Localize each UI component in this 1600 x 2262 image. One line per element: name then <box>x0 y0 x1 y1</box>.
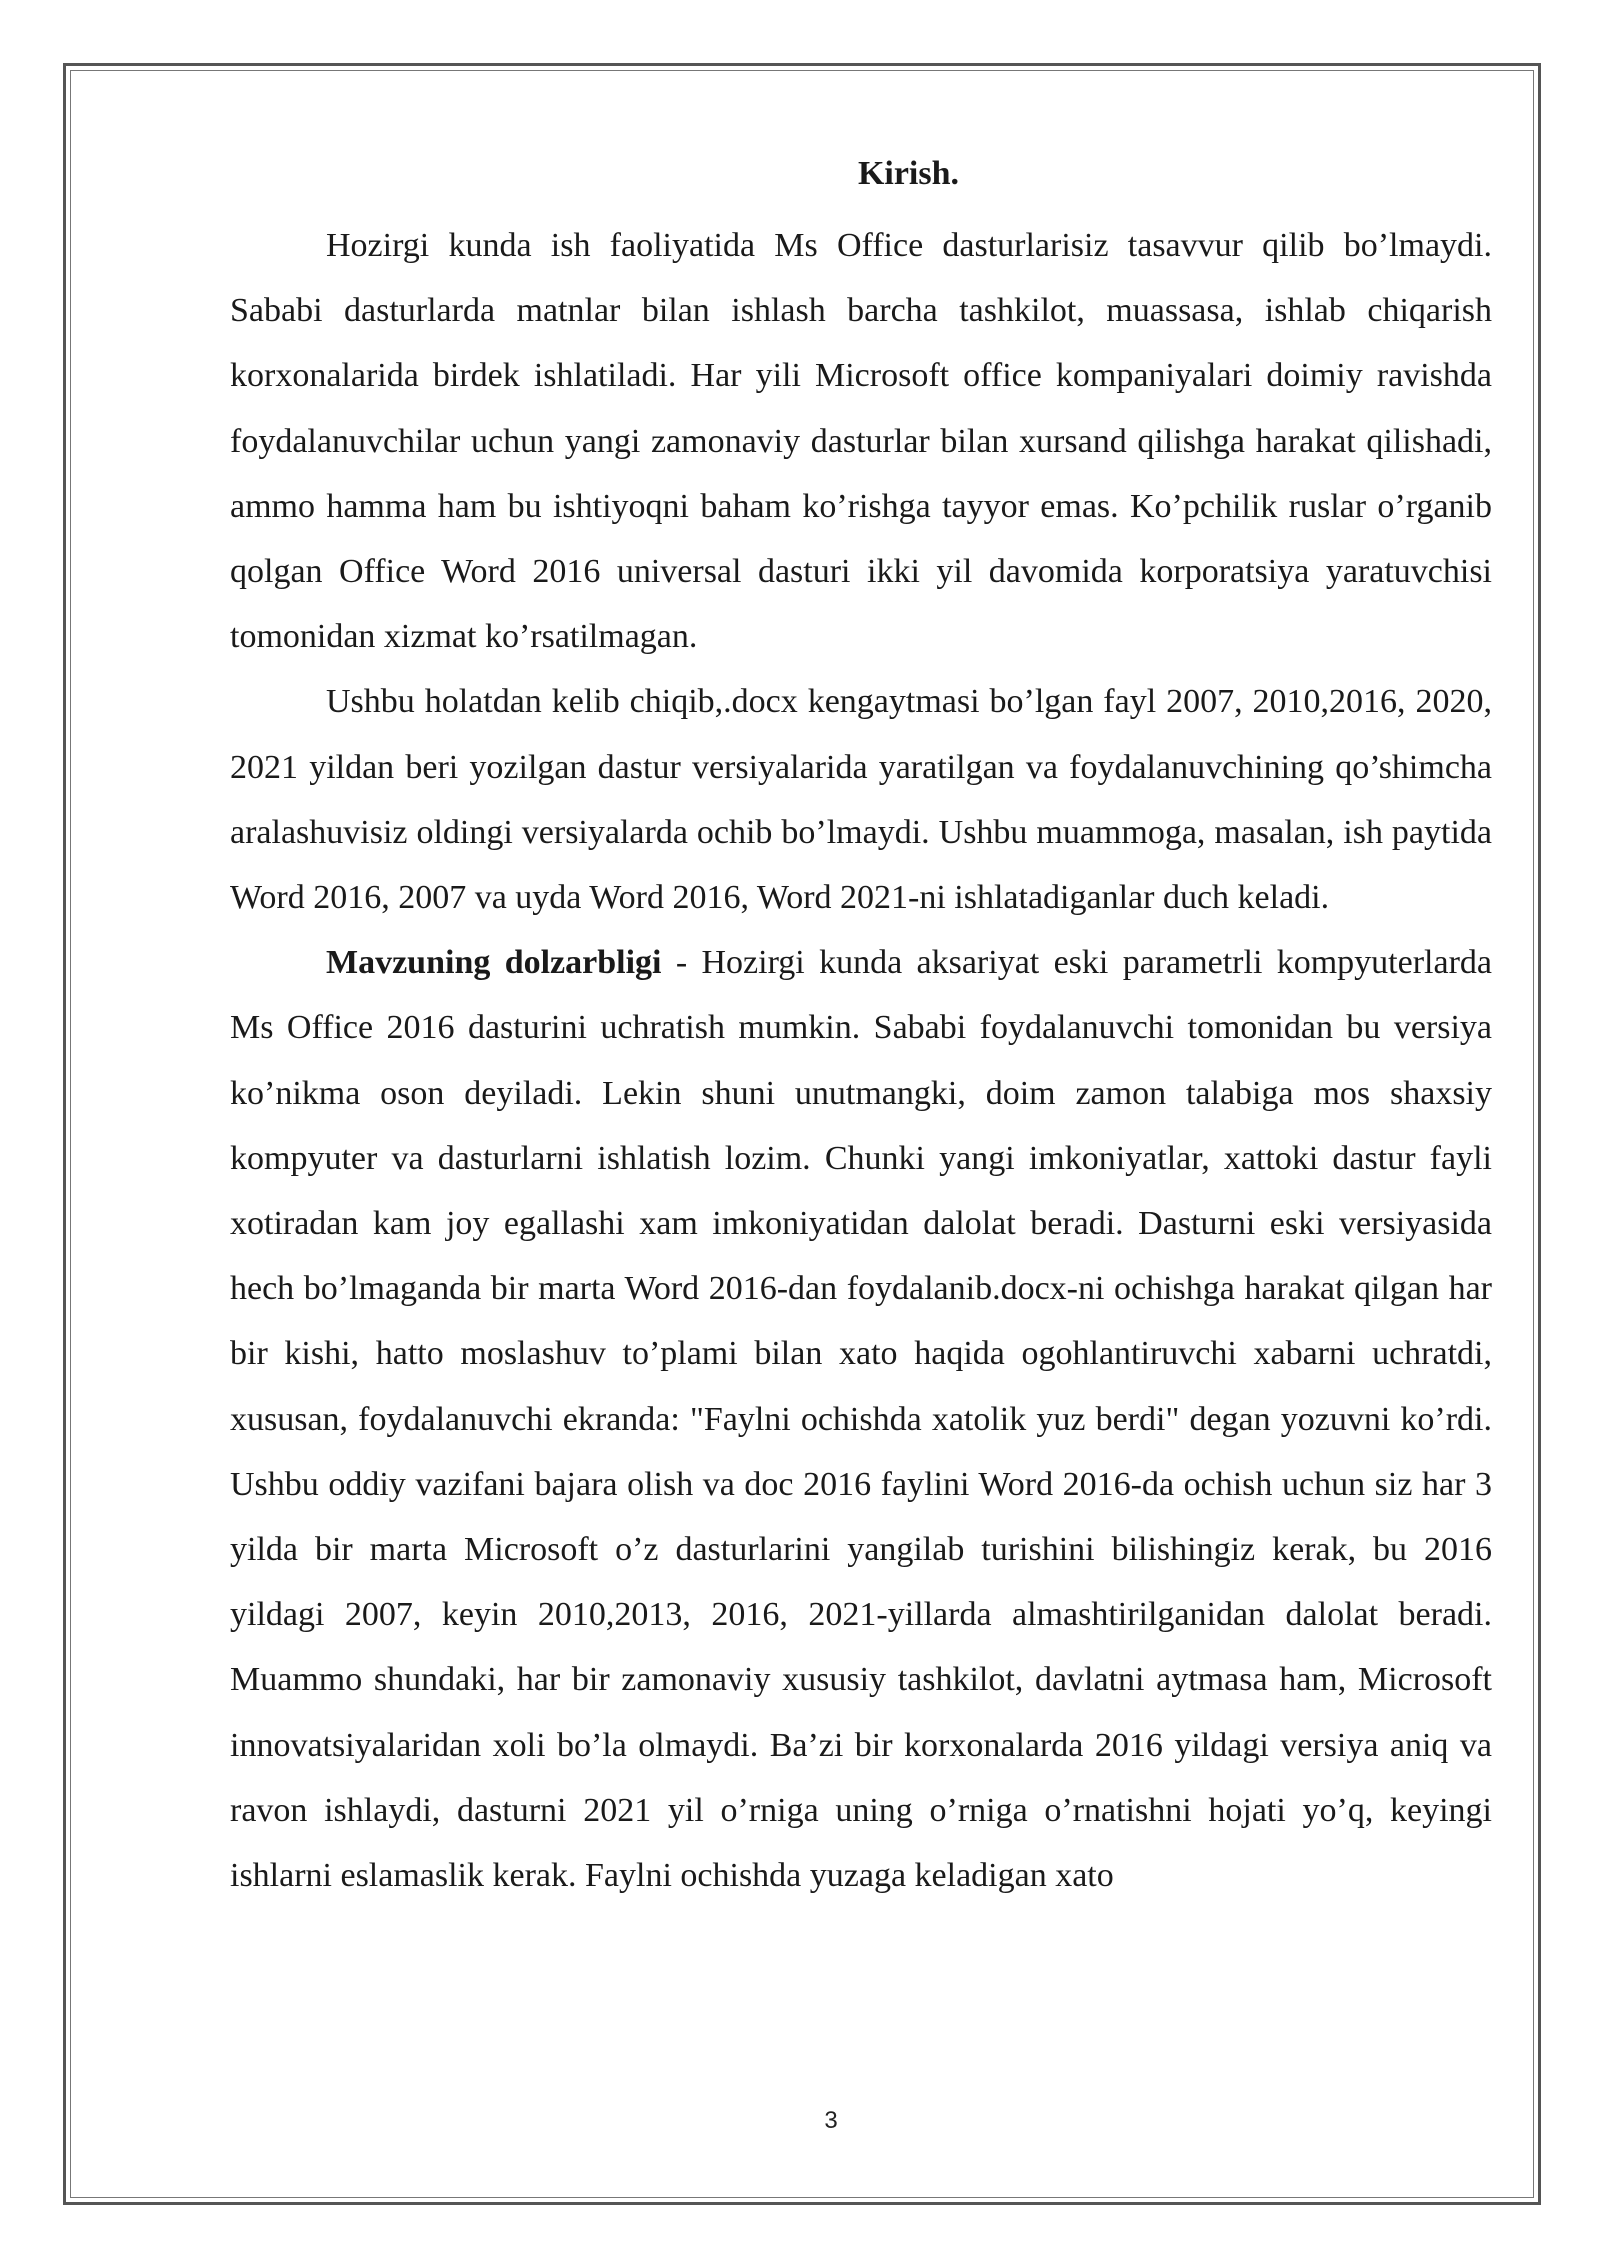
section-title: Kirish. <box>857 155 960 192</box>
document-body <box>230 148 1492 1908</box>
paragraph-docx-compat <box>230 669 1492 930</box>
paragraph-bold-lead: Mavzuning dolzarbligi <box>326 944 662 982</box>
paragraph-text: - Hozirgi kunda aksariyat eski parametrli kompyuterlarda Ms Office 2016 dasturini uchratish mumkin. Sababi foydalanuvchi tomonidan bu versiya ko’nikma oson deyiladi. Lekin shuni unutmangki, doim zamon talabiga mos shaxsiy kompyuter va dasturlarni ishlatish lozim. Chunki yangi imkoniyatlar, xattoki dastur fayli xotiradan kam joy egallashi xam imkoniyatidan dalolat beradi. Dasturni eski versiyasida hech bo’lmaganda bir marta Word 2016-dan foydalanib.docx-ni ochishga harakat qilgan har bir kishi, hatto moslashuv to’plami bilan xato haqida ogohlantiruvchi xabarni uchratdi, xususan, foydalanuvchi ekranda: "Faylni ochishda xatolik yuz berdi" degan yozuvni ko’rdi. Ushbu oddiy vazifani bajara olish va doc 2016 faylini Word 2016-da ochish uchun siz har 3 yilda bir marta Microsoft o’z dasturlarini yangilab turishini bilishingiz kerak, bu 2016 yildagi 2007, keyin 2010,2013, 2016, 2021-yillarda almashtirilganidan dalolat beradi. Muammo shundaki, har bir zamonaviy xususiy tashkilot, davlatni aytmasa ham, Microsoft innovatsiyalaridan xoli bo’la olmaydi. Ba’zi bir korxonalarda 2016 yildagi versiya aniq va ravon ishlaydi, dasturni 2021 yil o’rniga uning o’rniga o’rnatishni hojati yo’q, keyingi ishlarni eslamaslik kerak. Faylni ochishda yuzaga keladigan xato <box>230 944 1492 1895</box>
paragraph-text: Ushbu holatdan kelib chiqib,.docx kengaytmasi bo’lgan fayl 2007, 2010,2016, 2020, 2021 yildan beri yozilgan dastur versiyalarida yaratilgan va foydalanuvchining qo’shimcha aralashuvisiz oldingi versiyalarda ochib bo’lmaydi. Ushbu muammoga, masalan, ish paytida Word 2016, 2007 va uyda Word 2016, Word 2021-ni ishlatadiganlar duch keladi. <box>230 683 1492 917</box>
paragraph-relevance <box>230 930 1492 1908</box>
page-number: 3 <box>824 2107 838 2134</box>
paragraph-text: Hozirgi kunda ish faoliyatida Ms Office dasturlarisiz tasavvur qilib bo’lmaydi. Sababi dasturlarda matnlar bilan ishlash barcha tashkilot, muassasa, ishlab chiqarish korxonalarida birdek ishlatiladi. Har yili Microsoft office kompaniyalari doimiy ravishda foydalanuvchilar uchun yangi zamonaviy dasturlar bilan xursand qilishga harakat qilishadi, ammo hamma ham bu ishtiyoqni baham ko’rishga tayyor emas. Ko’pchilik ruslar o’rganib qolgan Office Word 2016 universal dasturi ikki yil davomida korporatsiya yaratuvchisi tomonidan xizmat ko’rsatilmagan. <box>230 227 1492 656</box>
paragraph-intro <box>230 213 1492 669</box>
